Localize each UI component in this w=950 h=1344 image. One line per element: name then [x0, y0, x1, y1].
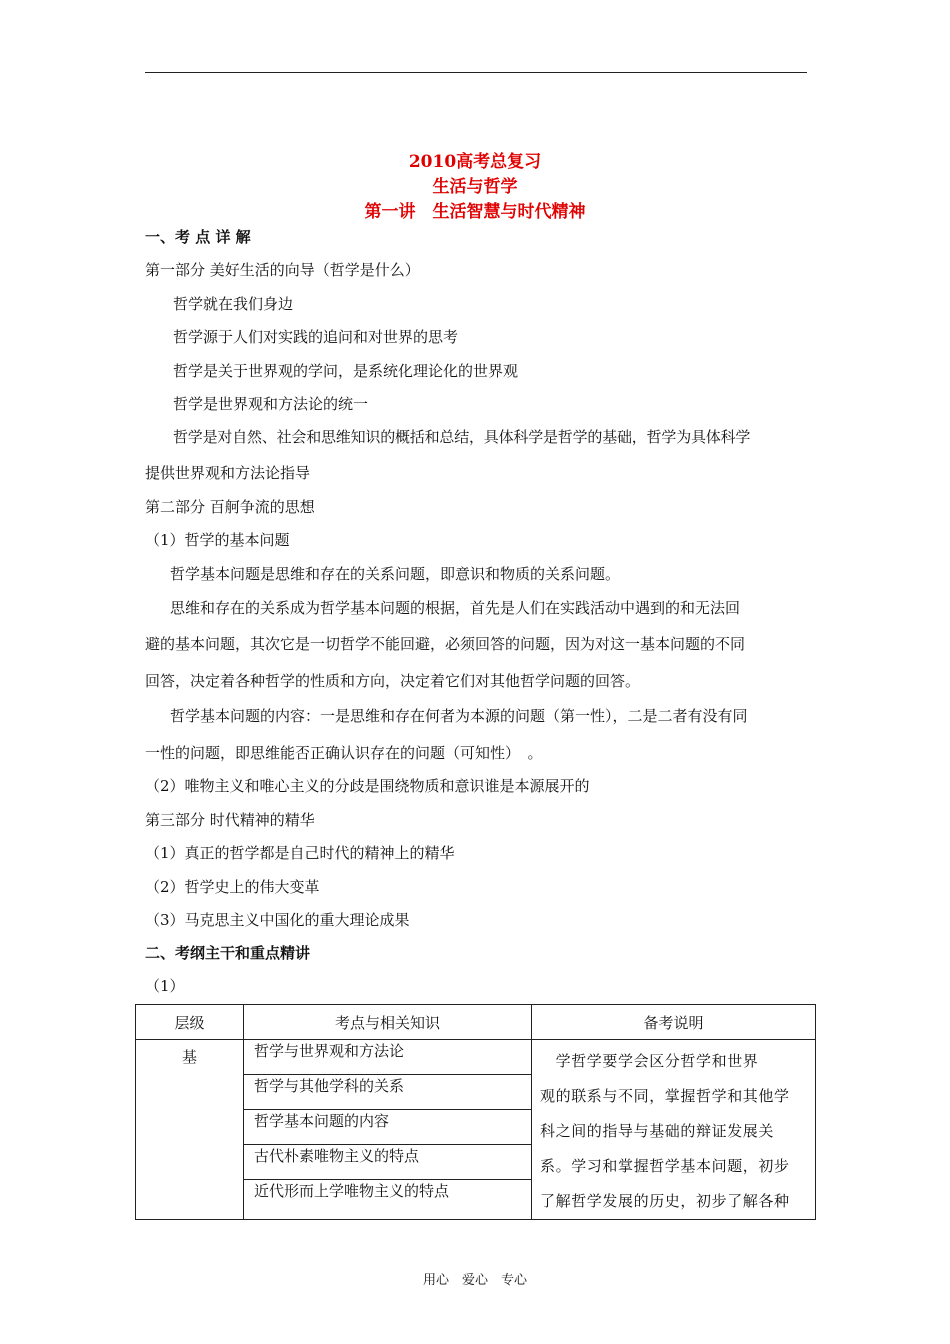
notes-line: 了解哲学发展的历史，初步了解各种 [540, 1192, 790, 1210]
notes-line: 系。学习和掌握哲学基本问题，初步 [540, 1157, 790, 1175]
table-header-row [136, 1005, 816, 1040]
title-year: 2010高考总复习 [408, 152, 542, 172]
point-item: 哲学与其他学科的关系 [244, 1075, 531, 1110]
header-rule [145, 72, 807, 73]
part1-item: 哲学就在我们身边 [173, 295, 294, 313]
notes-cell [532, 1040, 816, 1220]
part1-item: 哲学是关于世界观的学问，是系统化理论化的世界观 [173, 362, 519, 380]
page-footer: 用心 爱心 专心 [422, 1273, 527, 1288]
section-heading-1: 一、考 点 详 解 [145, 228, 251, 246]
part2-sub1: （1）哲学的基本问题 [145, 531, 290, 549]
notes-line: 观的联系与不同，掌握哲学和其他学 [540, 1087, 790, 1105]
part3-item: （1）真正的哲学都是自己时代的精神上的精华 [145, 844, 455, 862]
part2-heading: 第二部分 百舸争流的思想 [145, 498, 315, 516]
point-item: 古代朴素唯物主义的特点 [244, 1145, 531, 1180]
section2-sub: （1） [145, 977, 185, 995]
part2-sub2: （2）唯物主义和唯心主义的分歧是围绕物质和意识谁是本源展开的 [145, 777, 590, 795]
part3-item: （2）哲学史上的伟大变革 [145, 878, 320, 896]
part2-paragraph: 哲学基本问题的内容：一是思维和存在何者为本源的问题（第一性），二是二者有没有同 [170, 707, 748, 725]
part2-paragraph: 思维和存在的关系成为哲学基本问题的根据，首先是人们在实践活动中遇到的和无法回 [170, 599, 741, 617]
part1-item: 哲学源于人们对实践的追问和对世界的思考 [173, 328, 459, 346]
part2-paragraph: 回答，决定着各种哲学的性质和方向，决定着它们对其他哲学问题的回答。 [145, 672, 641, 690]
part1-item: 提供世界观和方法论指导 [145, 464, 311, 482]
header-notes: 备考说明 [532, 1005, 816, 1040]
section-heading-2: 二、考纲主干和重点精讲 [145, 944, 311, 962]
title-lecture: 第一讲 生活智慧与时代精神 [364, 202, 586, 222]
point-item: 近代形而上学唯物主义的特点 [254, 1182, 450, 1200]
part2-paragraph: 哲学基本问题是思维和存在的关系问题，即意识和物质的关系问题。 [170, 565, 621, 583]
part1-heading: 第一部分 美好生活的向导（哲学是什么） [145, 261, 420, 279]
title-block [0, 150, 950, 225]
points-list [244, 1040, 531, 1214]
title-subject: 生活与哲学 [432, 177, 518, 197]
table-row [136, 1040, 816, 1220]
exam-outline-table [135, 1004, 816, 1220]
part2-paragraph: 避的基本问题，其次它是一切哲学不能回避，必须回答的问题，因为对这一基本问题的不同 [145, 635, 746, 653]
header-level: 层级 [136, 1005, 244, 1040]
notes-line: 学哲学要学会区分哲学和世界 [540, 1052, 759, 1070]
point-item: 哲学与世界观和方法论 [244, 1040, 531, 1075]
point-item: 哲学基本问题的内容 [244, 1110, 531, 1145]
part1-item: 哲学是世界观和方法论的统一 [173, 395, 369, 413]
part1-item: 哲学是对自然、社会和思维知识的概括和总结，具体科学是哲学的基础，哲学为具体科学 [173, 428, 751, 446]
part2-paragraph: 一性的问题，即思维能否正确认识存在的问题（可知性） 。 [145, 744, 543, 762]
level-cell: 基 [136, 1040, 244, 1220]
part3-heading: 第三部分 时代精神的精华 [145, 811, 315, 829]
header-points: 考点与相关知识 [244, 1005, 532, 1040]
part3-item: （3）马克思主义中国化的重大理论成果 [145, 911, 410, 929]
notes-line: 科之间的指导与基础的辩证发展关 [540, 1122, 775, 1140]
points-cell [244, 1040, 532, 1220]
